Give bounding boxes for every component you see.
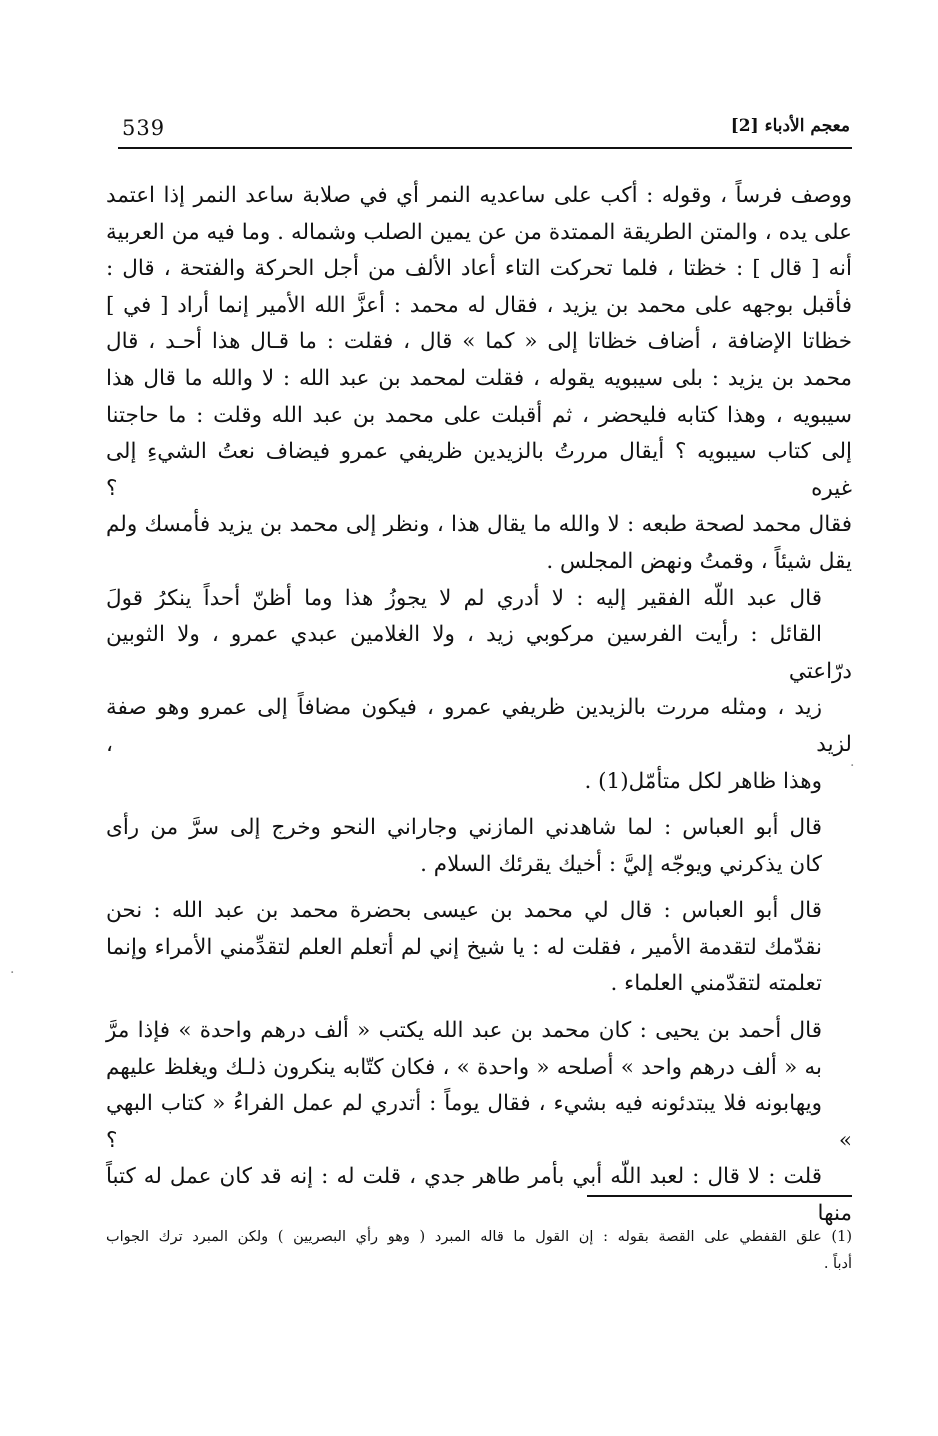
text-line: قال أبو العباس : لما شاهدني المازني وجاراني النحو وخرج إلى سرَّ من رأى (106, 815, 822, 841)
page-header (118, 108, 850, 148)
text-line: تعلمته لتقدّمني العلماء . (610, 971, 822, 997)
text-line: نقدّمك لتقدمة الأمير ، فقلت له : يا شيخ إني لم أتعلم العلم لتقدِّمني الأمراء وإنما (106, 934, 822, 960)
text-line: القائل : رأيت الفرسين مركوبي زيد ، ولا الغلامين عبدي عمرو ، ولا الثوبين درّاعتي (106, 622, 852, 684)
margin-mark: · (10, 965, 15, 981)
paragraph (106, 1013, 852, 1233)
footnote-line: (1) علق القفطي على القصة بقوله : إن القول ما قاله المبرد ( وهو رأي البصريين ) ولكن المبرد ترك الجواب (106, 1229, 852, 1245)
text-line: فقال محمد لصحة طبعه : لا والله ما يقال هذا ، ونظر إلى محمد بن يزيد فأمسك ولم (106, 512, 852, 538)
text-line: زيد ، ومثله مررت بالزيدين ظريفي عمرو ، فيكون مضافاً إلى عمرو وهو صفة لزيد ، (106, 695, 852, 757)
footnote (106, 1224, 852, 1278)
running-head: معجم الأدباء [2] (730, 116, 850, 136)
header-rule (118, 147, 852, 149)
paragraph (106, 893, 852, 1003)
text-line: ووصف فرساً ، وقوله : أكب على ساعديه النمر أي في صلابة ساعد النمر إذا اعتمد (106, 183, 852, 208)
text-line: كان يذكرني ويوجّه إليَّ : أخيك يقرئك السلام . (420, 851, 822, 877)
text-line: يقل شيئاً ، وقمتُ ونهض المجلس . (546, 548, 852, 574)
text-line: به « ألف درهم واحد » أصلحه « واحدة » ، فكان كتّابه ينكرون ذلـك ويغلظ عليهم (106, 1054, 822, 1080)
margin-mark: · (850, 758, 855, 774)
text-line: قلت : لا قال : لعبد اللّه أبي بأمر طاهر جدي ، قلت له : إنه قد كان عمل له كتباً منها (106, 1164, 852, 1227)
text-line: إلى كتاب سيبويه ؟ أيقال مررتُ بالزيدين ظريفي عمرو فيضاف نعتُ الشيءِ إلى غيره ؟ (106, 439, 852, 501)
paragraph (106, 581, 855, 801)
text-line: على يده ، والمتن الطريقة الممتدة من عن يمين الصلب وشماله . وما فيه من العربية (106, 219, 852, 245)
text-line: أنه [ قال ] : خظتا ، فلما تحركت التاء أعاد الألف من أجل الحركة والفتحة ، قال : (106, 256, 852, 282)
text-line: سيبويه ، وهذا كتابه فليحضر ، ثم أقبلت على محمد بن عبد الله وقلت : ما حاجتنا (106, 402, 852, 428)
text-line: وهذا ظاهر لكل متأمّل(1) . (584, 768, 822, 794)
text-line: قال أحمد بن يحيى : كان محمد بن عبد الله يكتب « ألف درهم واحدة » فإذا مرَّ (106, 1018, 822, 1044)
text-line: قال أبو العباس : قال لي محمد بن عيسى بحضرة محمد بن عبد الله : نحن (106, 898, 822, 924)
text-line: محمد بن يزيد : بلى سيبويه يقوله ، فقلت لمحمد بن عبد الله : لا والله ما قال هذا (106, 365, 852, 391)
footnote-rule (587, 1195, 852, 1197)
paragraph (106, 178, 852, 581)
text-line: ويهابونه فلا يبتدئونه فيه بشيء ، فقال يوماً : أتدري لم عمل الفراءُ « كتاب البهي » ؟ (106, 1091, 852, 1153)
main-text (106, 178, 855, 1233)
text-line: قال عبد اللّه الفقير إليه : لا أدري لم لا يجوزُ هذا وما أظنّ أحداً ينكرُ قولَ (106, 585, 822, 611)
paragraph (106, 810, 852, 883)
page-number: 539 (122, 116, 166, 140)
footnote-line: أدباً . (823, 1256, 852, 1272)
text-line: فأقبل بوجهه على محمد بن يزيد ، فقال له محمد : أعزَّ الله الأمير إنما أراد [ في ] (106, 292, 852, 318)
text-line: خظاتا الإضافة ، أضاف خظاتا إلى « كما » قال ، فقلت : ما قـال هذا أحـد ، قال (106, 329, 852, 355)
